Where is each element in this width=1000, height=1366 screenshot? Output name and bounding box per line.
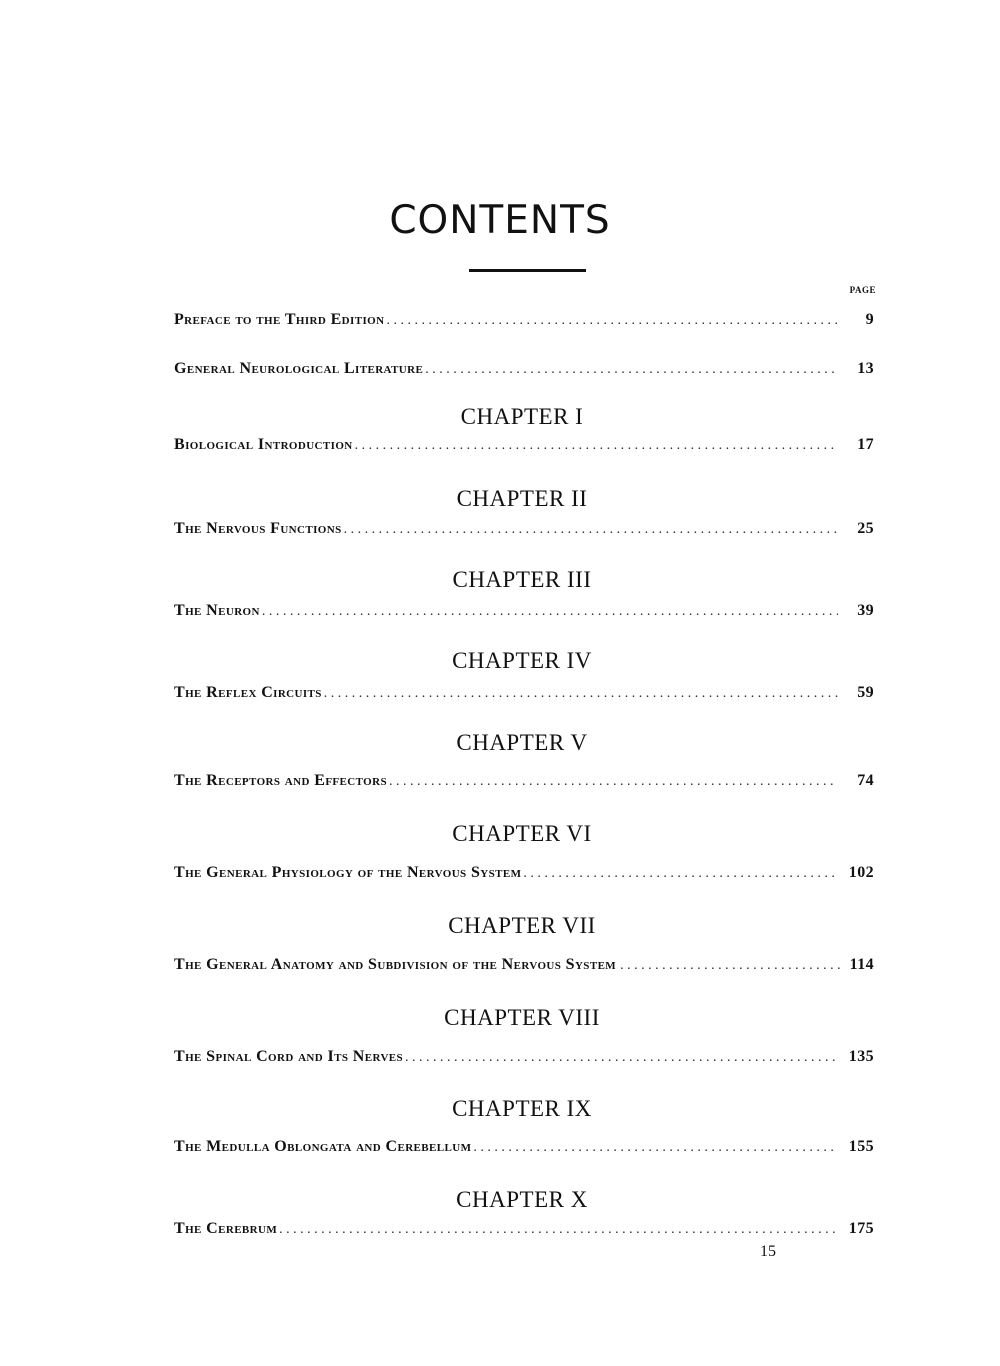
chapter-heading: CHAPTER VII — [448, 913, 596, 938]
entry-title: The Neuron — [174, 602, 260, 619]
entry-title: The Medulla Oblongata and Cerebellum — [174, 1138, 472, 1155]
dot-leader — [523, 864, 838, 882]
entry-page-number: 114 — [849, 956, 874, 973]
entry-title: Biological Introduction — [174, 436, 353, 453]
dot-leader — [386, 311, 838, 329]
entry-page-number: 39 — [857, 602, 874, 619]
entry-title: The Receptors and Effectors — [174, 772, 387, 789]
toc-entry-preface — [174, 305, 874, 329]
entry-title: The General Physiology of the Nervous System — [174, 864, 522, 881]
toc-entry-literature — [174, 354, 874, 378]
chapter-heading: CHAPTER IX — [452, 1096, 592, 1121]
toc-entry-chapter-7 — [174, 950, 874, 974]
entry-page-number: 74 — [857, 772, 874, 789]
toc-entry-chapter-3 — [174, 596, 874, 620]
toc-entry-chapter-4 — [174, 678, 874, 702]
entry-page-number: 102 — [848, 864, 874, 881]
dot-leader — [405, 1048, 838, 1066]
chapter-heading: CHAPTER I — [460, 404, 584, 429]
entry-page-number: 9 — [865, 311, 874, 328]
entry-page-number: 175 — [848, 1220, 874, 1237]
chapter-heading: CHAPTER IV — [452, 648, 592, 673]
dot-leader — [425, 360, 838, 378]
entry-page-number: 155 — [848, 1138, 874, 1155]
toc-entry-chapter-10 — [174, 1214, 874, 1238]
chapter-heading: CHAPTER VIII — [444, 1005, 600, 1030]
chapter-heading: CHAPTER III — [452, 567, 592, 592]
dot-leader — [279, 1220, 838, 1238]
toc-entry-chapter-2 — [174, 514, 874, 538]
chapter-heading: CHAPTER X — [456, 1187, 588, 1212]
dot-leader — [389, 772, 838, 790]
page-column-label: PAGE — [849, 285, 876, 295]
toc-entry-chapter-8 — [174, 1042, 874, 1066]
chapter-heading: CHAPTER II — [456, 486, 588, 511]
entry-page-number: 135 — [848, 1048, 874, 1065]
folio-page-number: 15 — [760, 1243, 776, 1260]
entry-page-number: 25 — [857, 520, 874, 537]
entry-title: The Spinal Cord and Its Nerves — [174, 1048, 404, 1065]
toc-entry-chapter-6 — [174, 858, 874, 882]
entry-page-number: 17 — [857, 436, 874, 453]
dot-leader — [620, 956, 840, 974]
chapter-heading: CHAPTER VI — [452, 821, 592, 846]
entry-page-number: 59 — [857, 684, 874, 701]
dot-leader — [324, 684, 838, 702]
dot-leader — [355, 436, 838, 454]
entry-title: The Cerebrum — [174, 1220, 278, 1237]
entry-title: The Reflex Circuits — [174, 684, 322, 701]
entry-title: The General Anatomy and Subdivision of the Nervous System — [174, 956, 617, 973]
dot-leader — [344, 520, 838, 538]
entry-title: The Nervous Functions — [174, 520, 342, 537]
entry-page-number: 13 — [857, 360, 874, 377]
toc-entry-chapter-5 — [174, 766, 874, 790]
dot-leader — [473, 1138, 838, 1156]
entry-title: General Neurological Literature — [174, 360, 424, 377]
page-title: CONTENTS — [389, 198, 611, 243]
entry-title: Preface to the Third Edition — [174, 311, 385, 328]
toc-entry-chapter-1 — [174, 430, 874, 454]
toc-entry-chapter-9 — [174, 1132, 874, 1156]
chapter-heading: CHAPTER V — [456, 730, 588, 755]
title-rule — [469, 269, 586, 272]
dot-leader — [262, 602, 838, 620]
